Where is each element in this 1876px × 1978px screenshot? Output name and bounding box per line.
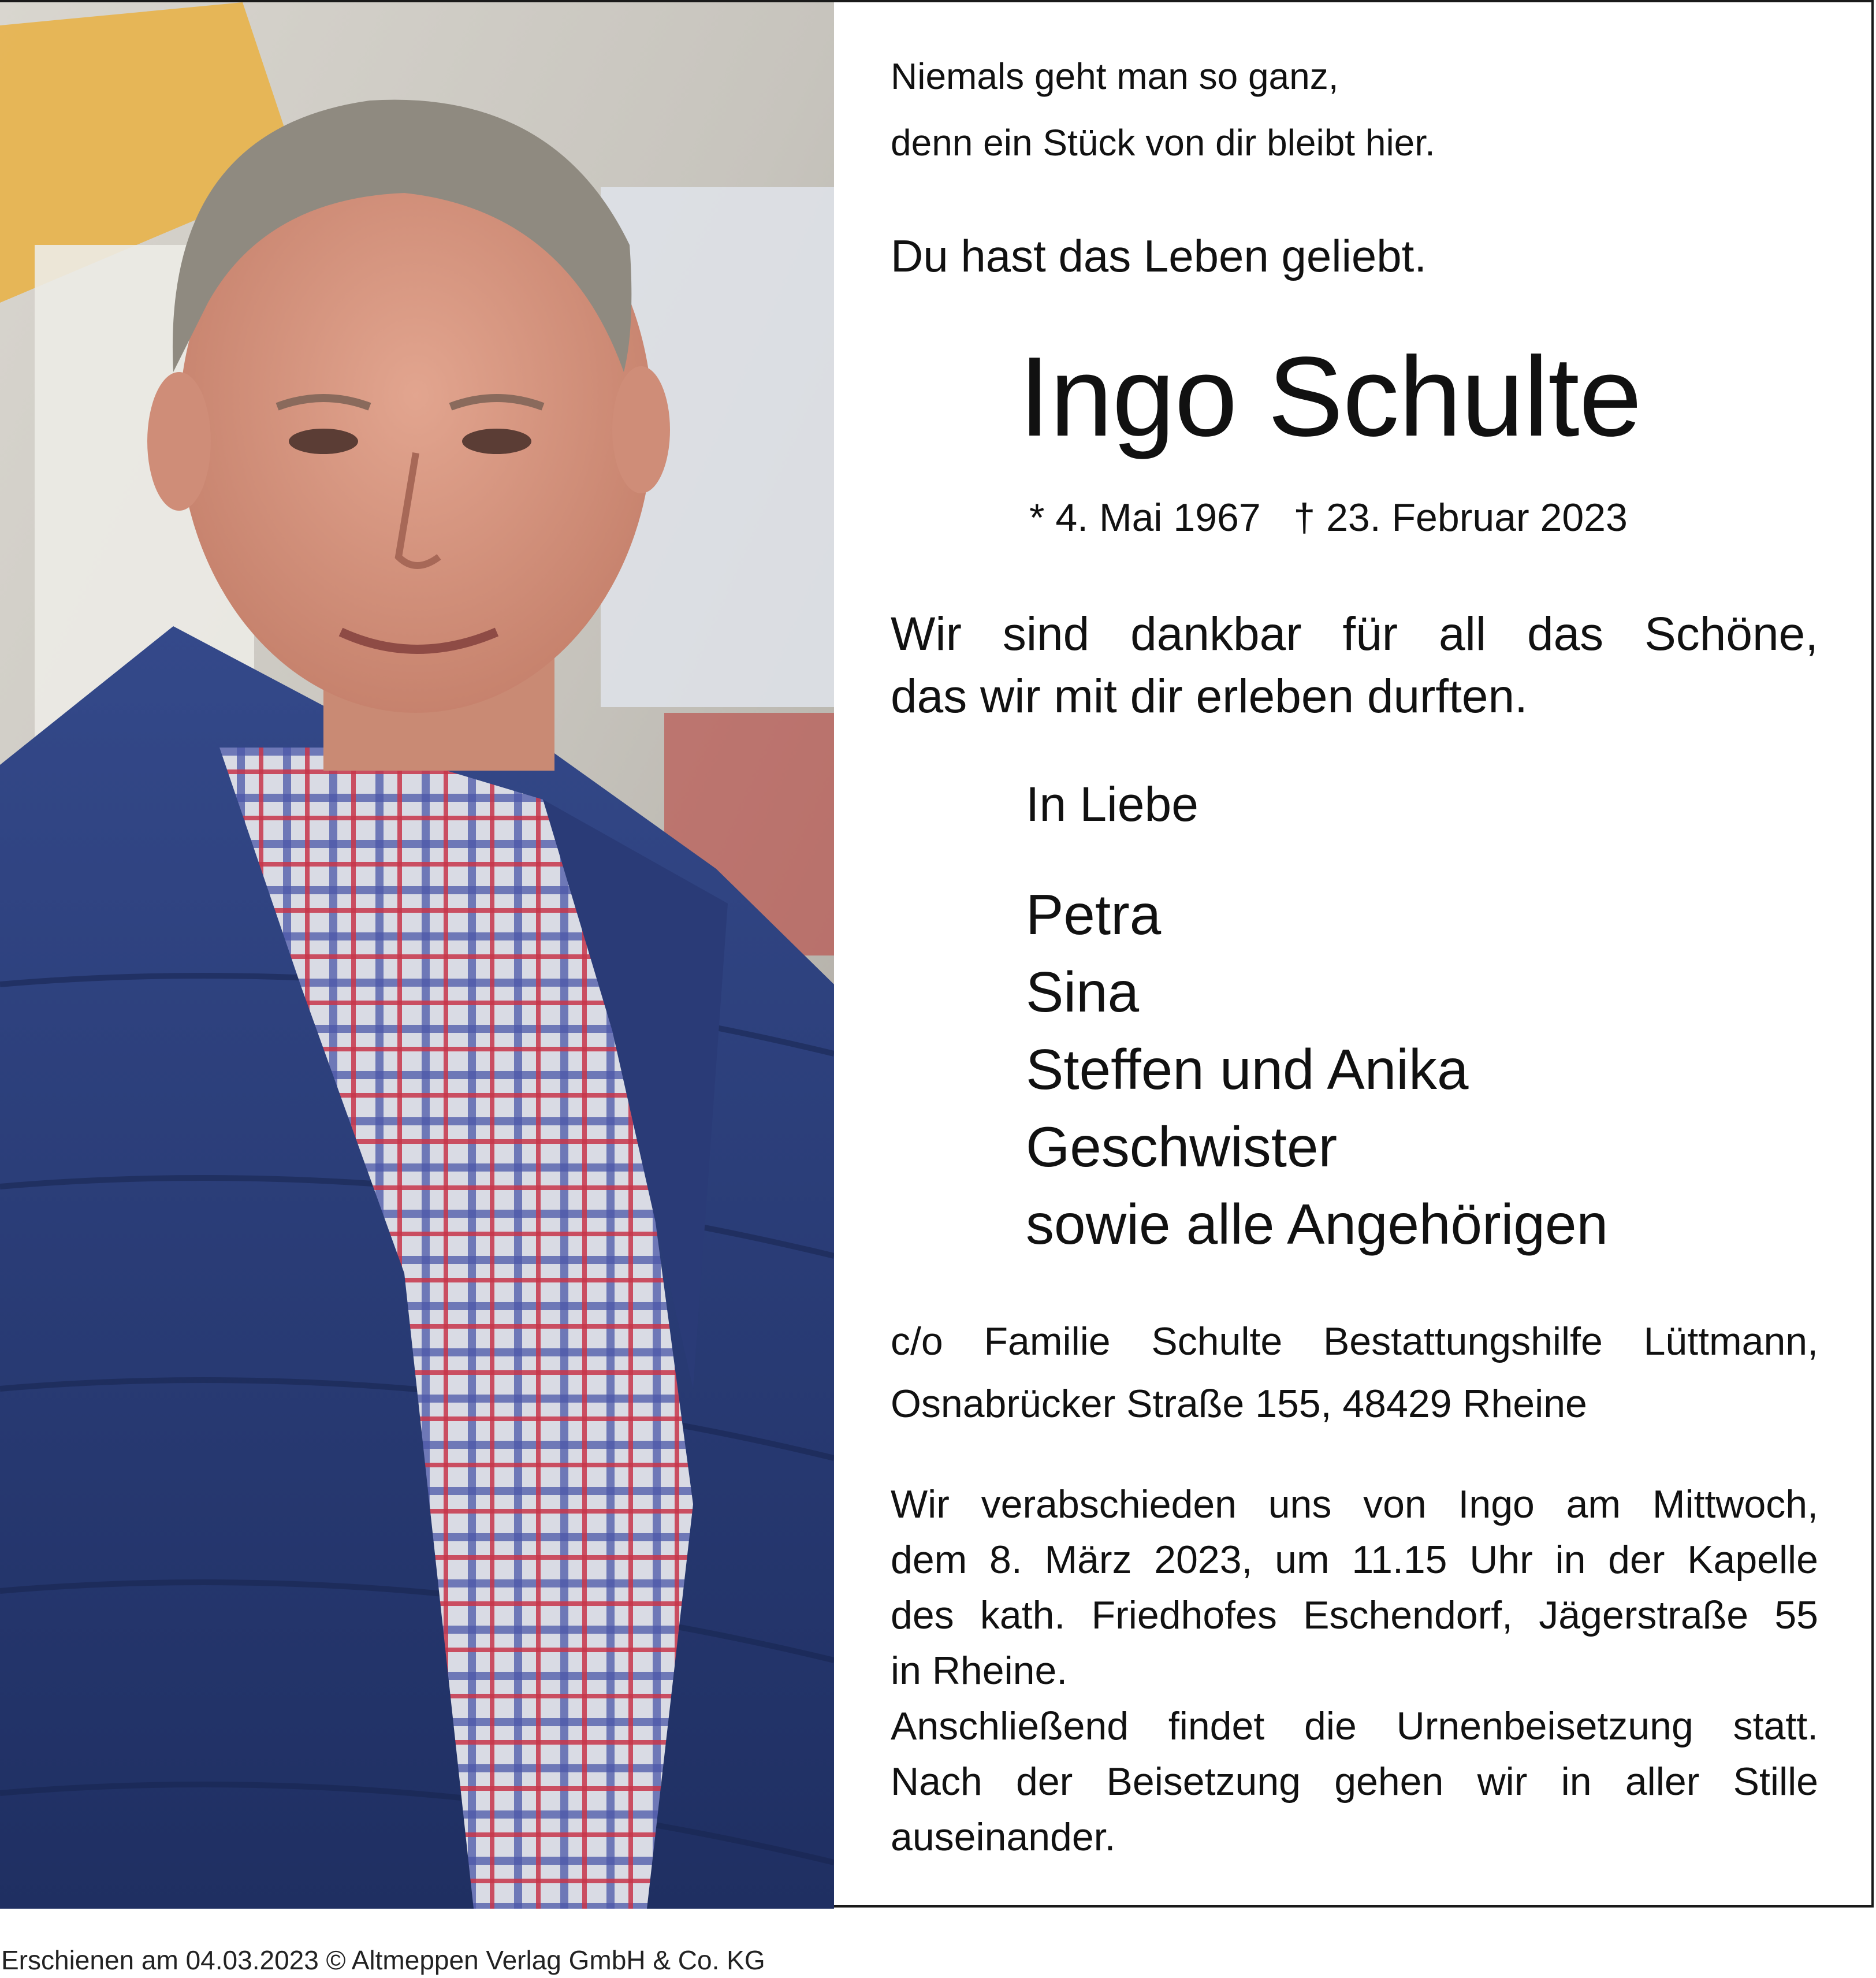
service-line: dem 8. März 2023, um 11.15 Uhr in der Kapelle — [891, 1538, 1818, 1582]
service-line: auseinander. — [891, 1815, 1116, 1859]
service-line: des kath. Friedhofes Eschendorf, Jägerstraße 55 — [891, 1593, 1818, 1637]
publication-footer: Erschienen am 04.03.2023 © Altmeppen Verlag GmbH & Co. KG — [1, 1945, 765, 1975]
mourner-name: Geschwister — [1026, 1115, 1338, 1178]
portrait-photo — [0, 2, 834, 1909]
mourners-intro: In Liebe — [1026, 777, 1198, 831]
verse-line-3: Du hast das Leben geliebt. — [891, 230, 1427, 281]
portrait-illustration — [0, 2, 834, 1909]
mourner-name: Sina — [1026, 960, 1140, 1024]
thanks-line: das wir mit dir erleben durften. — [891, 670, 1528, 723]
mourners-list — [1026, 876, 1608, 1263]
mourner-name: Steffen und Anika — [1026, 1038, 1469, 1101]
thanks-paragraph — [891, 603, 1818, 728]
address-line: Osnabrücker Straße 155, 48429 Rheine — [891, 1382, 1587, 1426]
verse-line-1: Niemals geht man so ganz, — [891, 55, 1339, 97]
address-line: c/o Familie Schulte Bestattungshilfe Lüttmann, — [891, 1319, 1818, 1363]
service-line: Wir verabschieden uns von Ingo am Mittwoch, — [891, 1482, 1818, 1526]
mourner-name: Petra — [1026, 883, 1162, 946]
birth-date: * 4. Mai 1967 — [1029, 496, 1261, 540]
service-line: Anschließend findet die Urnenbeisetzung statt. — [891, 1704, 1818, 1748]
service-line: Nach der Beisetzung gehen wir in aller Stille — [891, 1760, 1818, 1804]
service-line: in Rheine. — [891, 1649, 1068, 1693]
contact-address — [891, 1310, 1818, 1435]
verse-line-2: denn ein Stück von dir bleibt hier. — [891, 122, 1435, 163]
thanks-line: Wir sind dankbar für all das Schöne, — [891, 608, 1818, 660]
life-dates — [1029, 496, 1628, 540]
death-date: † 23. Februar 2023 — [1293, 496, 1628, 540]
service-details — [891, 1477, 1818, 1865]
deceased-name: Ingo Schulte — [1019, 333, 1642, 460]
mourner-name: sowie alle Angehörigen — [1026, 1192, 1608, 1256]
